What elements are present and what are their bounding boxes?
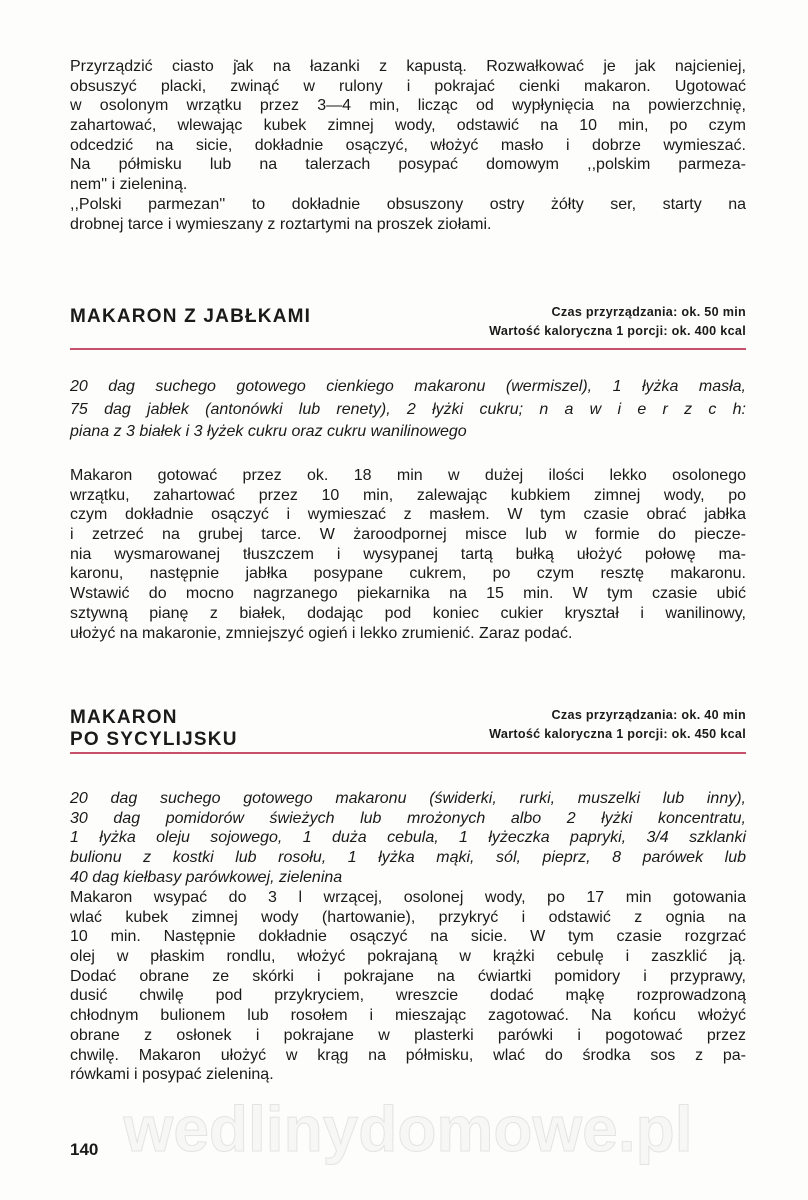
text-line: odcedzić na sicie, dokładnie osączyć, włożyć masło i dobrze wymieszać. [70, 136, 746, 154]
recipe-title-makaron-po-sycylijsku [70, 707, 238, 751]
title-line: PO SYCYLIJSKU [70, 729, 238, 750]
ingredients-list [70, 376, 746, 444]
text-line: 20 dag suchego gotowego makaronu (świderki, rurki, muszelki lub inny), [70, 790, 746, 807]
text-line: nia wysmarowanej tłuszczem i wysypanej tartą bułką ułożyć połowę ma- [70, 545, 746, 563]
text-line: karonu, następnie jabłka posypane cukrem, po czym resztę makaronu. [70, 565, 746, 583]
text-line: drobnej tarce i wymieszany z roztartymi na proszek ziołami. [70, 215, 492, 233]
text-line: Przyrządzić ciasto jak na łazanki z kapustą. Rozwałkować je jak najcieniej, [70, 58, 746, 75]
page-number: 140 [70, 1140, 99, 1159]
watermark: wedlinydomowe.pl [123, 1093, 693, 1165]
text-line: 1 łyżka oleju sojowego, 1 duża cebula, 1 łyżeczka papryki, 3/4 szklanki [70, 829, 746, 847]
text-line: 75 dag jabłek (antonówki lub renety), 2 łyżki cukru; n a w i e r z c h: [70, 400, 746, 418]
text-line: ułożyć na makaronie, zmniejszyć ogień i lekko zrumienić. Zaraz podać. [70, 624, 573, 642]
text-line: w osolonym wrzątku przez 3—4 min, licząc od wypłynięcia na powierzchnię, [70, 97, 746, 115]
text-line: ,,Polski parmezan'' to dokładnie obsuszony ostry żółty ser, starty na [70, 195, 746, 213]
text-line: sztywną pianę z białek, dodając pod koniec cukier kryształ i wanilinowy, [70, 604, 746, 622]
text-line: chłodnym bulionem lub rosołem i mieszając zagotować. Na końcu włożyć [70, 1007, 746, 1025]
text-line: chwilę. Makaron ułożyć w krąg na półmisku, wlać do środka sos z pa- [70, 1046, 746, 1064]
preparation-time: Czas przyrządzania: ok. 40 min [551, 708, 746, 722]
recipe-meta [489, 706, 746, 744]
calories: Wartość kaloryczna 1 porcji: ok. 450 kcal [489, 727, 746, 741]
recipe-meta [489, 303, 746, 341]
text-line: Na półmisku lub na talerzach posypać domowym ,,polskim parmeza- [70, 156, 746, 174]
text-line: Dodać obrane ze skórki i pokrajane na ćwiartki pomidory i przyprawy, [70, 967, 746, 985]
text-line: nem'' i zieleniną. [70, 176, 188, 194]
text-line: olej w płaskim rondlu, włożyć pokrajaną w krążki cebulę i zaszklić ją. [70, 948, 746, 966]
text-line: dusić chwilę pod przykryciem, wreszcie dodać mąkę rozprowadzoną [70, 987, 746, 1005]
method-paragraph [70, 466, 746, 643]
text-line: czym dokładnie osączyć i wymieszać z masłem. W tym czasie obrać jabłka [70, 506, 746, 524]
text-line: obsuszyć placki, zwinąć w rulony i pokrajać cienki makaron. Ugotować [70, 77, 746, 95]
text-line: 30 dag pomidorów świeżych lub mrożonych albo 2 łyżki koncentratu, [70, 809, 746, 827]
text-line: bulionu z kostki lub rosołu, 1 łyżka mąki, sól, pieprz, 8 parówek lub [70, 849, 746, 867]
title-line: MAKARON [70, 707, 178, 728]
text-line: obrane z osłonek i pokrajane w plasterki parówki i pogotować przez [70, 1026, 746, 1044]
intro-paragraph [70, 57, 746, 234]
text-line: Wstawić do mocno nagrzanego piekarnika na 15 min. W tym czasie ubić [70, 585, 746, 603]
text-line: wlać kubek zimnej wody (hartowanie), przykryć i odstawić z ognia na [70, 908, 746, 926]
text-line: Makaron gotować przez ok. 18 min w dużej ilości lekko osolonego [70, 467, 746, 484]
text-line: rówkami i posypać zieleniną. [70, 1066, 274, 1084]
text-line: 10 min. Następnie dokładnie osączyć na sicie. W tym czasie rozgrzać [70, 928, 746, 946]
text-line: 20 dag suchego gotowego cienkiego makaronu (wermiszel), 1 łyżka masła, [70, 378, 746, 395]
text-line: Makaron wsypać do 3 l wrzącej, osolonej wody, po 17 min gotowania [70, 889, 746, 906]
preparation-time: Czas przyrządzania: ok. 50 min [551, 305, 746, 319]
section-divider [70, 752, 746, 754]
section-divider [70, 348, 746, 350]
recipe-title-makaron-z-jablkami [70, 306, 311, 328]
ingredients-list [70, 789, 746, 887]
text-line: 40 dag kiełbasy parówkowej, zielenina [70, 868, 343, 886]
text-line: i zetrzeć na grubej tarce. W żaroodpornej misce lub w formie do piecze- [70, 526, 746, 544]
method-paragraph [70, 888, 746, 1085]
title-line: MAKARON Z JABŁKAMI [70, 306, 312, 327]
text-line: wrzątku, zahartować przez 10 min, zalewając kubkiem zimnej wody, po [70, 486, 746, 504]
text-line: zahartować, wlewając kubek zimnej wody, odstawić na 10 min, po czym [70, 117, 746, 135]
calories: Wartość kaloryczna 1 porcji: ok. 400 kcal [489, 324, 746, 338]
text-line: piana z 3 białek i 3 łyżek cukru oraz cukru wanilinowego [70, 423, 467, 440]
